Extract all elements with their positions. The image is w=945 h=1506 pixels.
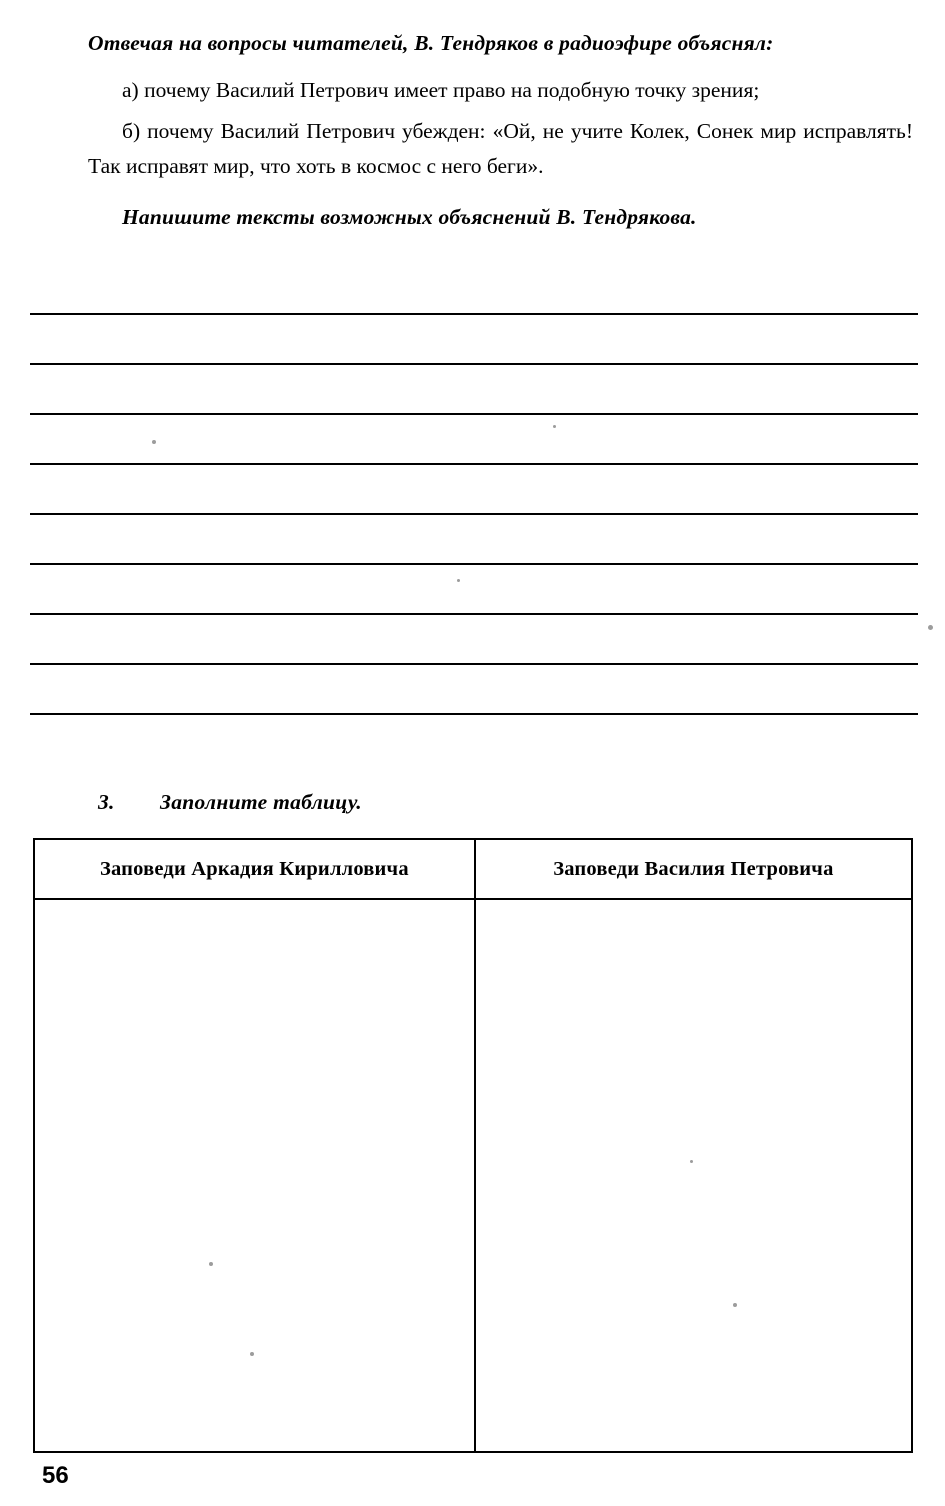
answer-line [30,713,918,715]
item-a-paragraph: а) почему Василий Петрович имеет право на подобную точку зрения; [122,78,760,102]
scan-speck [690,1160,693,1163]
task-3-title: Заполните таблицу. [160,790,362,814]
answer-line [30,613,918,615]
commandments-table [33,838,913,1453]
answer-ruled-lines [30,313,918,715]
answer-line [30,413,918,415]
scan-speck [733,1303,737,1307]
answer-line [30,563,918,565]
answer-line [30,463,918,465]
table-row [34,899,912,1452]
answer-line [30,513,918,515]
scan-speck [152,440,156,444]
exercise-text-block [88,26,913,235]
scan-speck [553,425,556,428]
table-cell-left[interactable] [34,899,475,1452]
scan-speck [250,1352,254,1356]
answer-line [30,663,918,665]
page-number: 56 [42,1462,69,1489]
answer-line [30,363,918,365]
table-cell-right[interactable] [475,899,912,1452]
scan-speck [209,1262,213,1266]
write-task-paragraph: Напишите тексты возможных объяснений В. Тендрякова. [122,205,697,229]
task-3-heading [98,790,362,815]
task-3-number: 3. [98,790,115,814]
table-header-right: Заповеди Василия Петровича [475,839,912,899]
item-b-paragraph: б) почему Василий Петрович убежден: «Ой, не учите Колек, Сонек мир исправлять! Так исправят мир, что хоть в космос с него беги». [88,119,913,178]
table-header-row [34,839,912,899]
answer-line [30,313,918,315]
table-header-left: Заповеди Аркадия Кирилловича [34,839,475,899]
scan-speck [928,625,933,630]
scan-speck [457,579,460,582]
intro-paragraph: Отвечая на вопросы читателей, В. Тендряков в радиоэфире объяснял: [88,31,774,55]
